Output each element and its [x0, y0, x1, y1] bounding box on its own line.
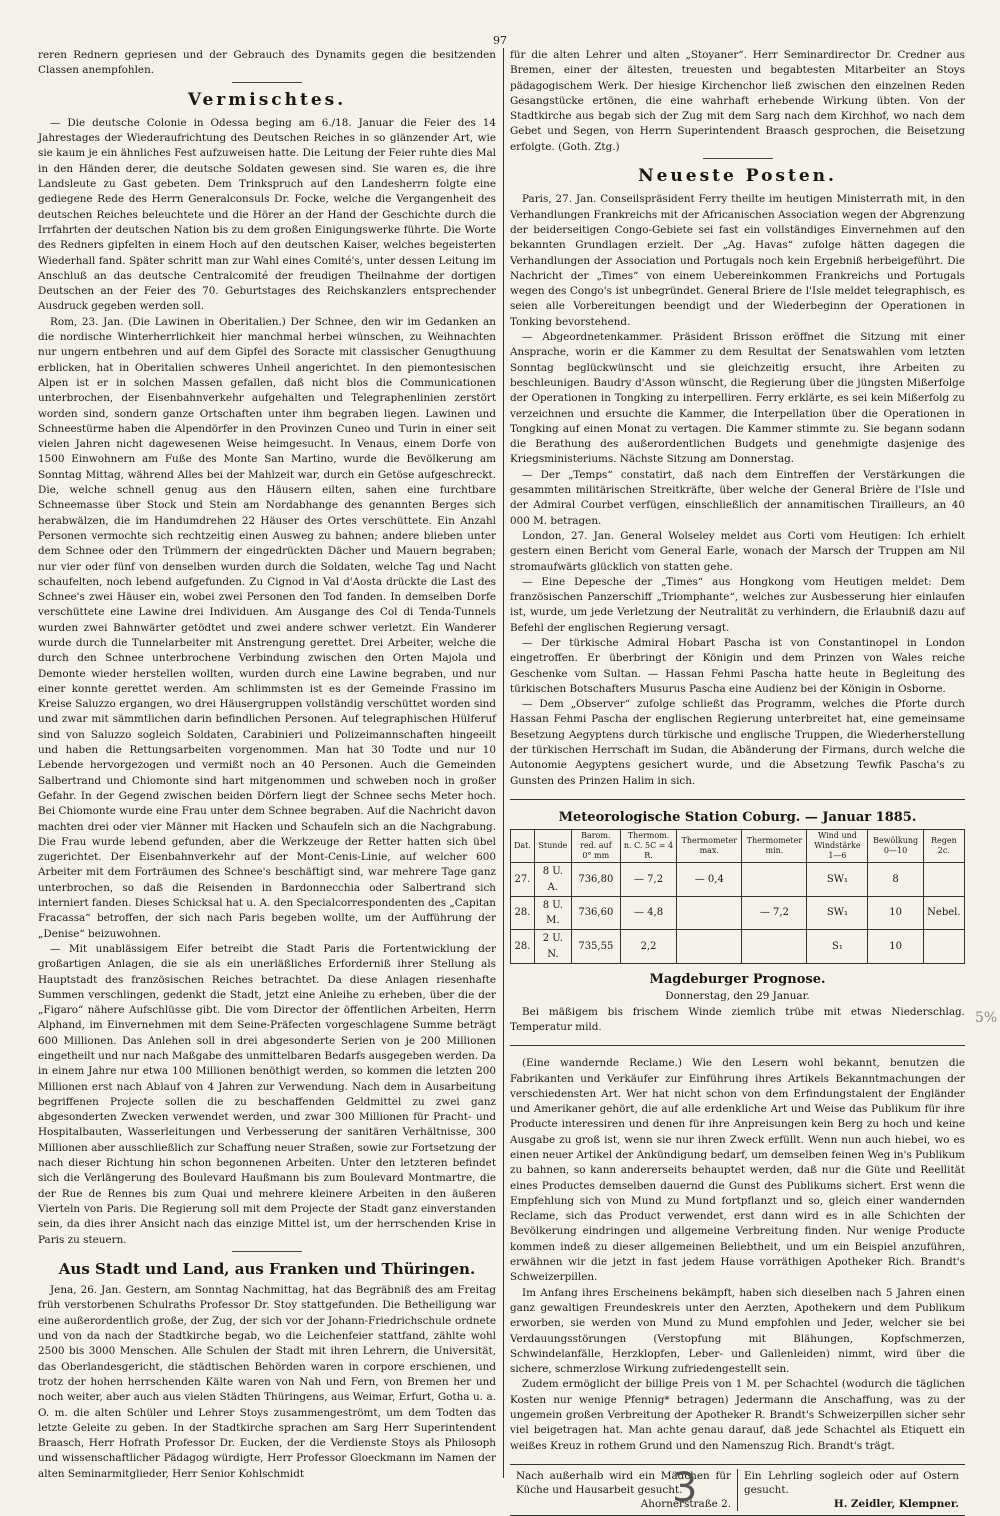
news-temps: — Der „Temps“ constatirt, daß nach dem Eintreffen der Verstärkungen die gesammten militärischen Streitkräfte, über welche der General Brière de l'Isle und der Admiral Courbet verfügen, einschließlich der annamitischen Tirailleurs, an 40 000 M. betragen. [510, 468, 965, 527]
ad-maedchen [510, 1469, 737, 1511]
weather-header: Stunde [534, 830, 571, 863]
weather-header: Dat. [511, 830, 535, 863]
forecast-text: Bei mäßigem bis frischem Winde ziemlich trübe mit etwas Niederschlag. Temperatur mild. [510, 1005, 965, 1033]
reclame-article: (Eine wandernde Reclame.) Wie den Lesern wohl bekannt, benutzen die Fabrikanten und Verkäufer zur Einführung ihres Artikels Bekanntmachungen der verschiedensten Art. Wer hat nicht schon von dem Erfindungstalent der Engländer und Amerikaner gehört, die auf alle erdenkliche Art und Weise das Publikum für ihre Producte interessiren und denen für ihre Anpreisungen kein Berg zu hoch und keine Ausgabe zu groß ist, wenn sie nur ihren Zweck erfüllt. Wenn nun auch hiebei, wo es einen neuer Artikel der Ankündigung bedarf, um demselben feinen Weg in's Publikum zu bahnen, so kann andererseits behauptet werden, daß nur die Güte und Reellität eines Productes demselben dauernd die Gunst des Publikums sichert. Erst wenn die Empfehlung sich von Mund zu Mund fortpflanzt und so, gleich einer wandernden Reclame, sich das Product verwendet, erst dann wird es in alle Schichten der Bevölkerung eindringen und allgemeine Verbreitung finden. Nur wenige Producte kommen indeß zu dieser allgemeinen Beliebtheit, und um ein Beispiel anzuführen, erwähnen wir die jetzt in fast jedem Hause vorräthigen Apotheker Rich. Brandt's Schweizerpillen. [510, 1057, 965, 1284]
section-title-posten: Neueste Posten. [638, 166, 837, 187]
weather-cell: 2 U. N. [534, 930, 571, 964]
weather-cell: 2,2 [620, 930, 676, 964]
article-paris: — Mit unablässigem Eifer betreibt die Stadt Paris die Fortentwicklung der großartigen Anlagen, die sie als ein unerläßliches Erforderniß ihrer Stellung als Hauptstadt des französischen Reiches betrachtet. Da diese Anlagen riesenhafte Summen verschlingen, gedenkt die Stadt, jetzt eine Anleihe zu erheben, über die der „Figaro“ nähere Aufschlüsse gibt. Die vom Director der öffentlichen Arbeiten, Herrn Alphand, im Einvernehmen mit dem Seine-Präfecten vorgeschlagene Summe beträgt 600 Millionen. Das Anlehen soll in drei abgesonderte Serien von je 200 Millionen eingetheilt und nur nach Maßgabe des unmittelbaren Bedarfs ausgegeben werden. Da in einem Jahre nur etwa 100 Millionen benöthigt werden, so kommen die letzten 200 Millionen erst nach Ablauf von 4 Jahren zur Verwendung. Nach dem in Ausarbeitung begriffenen Projecte sollen die zu beschaffenden Geldmittel zu zwei ganz abgesonderten Zwecken verwendet werden, und zwar 300 Millionen für Pracht- und Hospitalbauten, Wasserleitungen und Verbesserung der sanitären Verhältnisse, 300 Millionen aber ausschließlich zur Schaffung neuer Straßen, sowie zur Fortsetzung der nach dieser Richtung hin schon begonnenen Arbeiten. Unter den letzteren befindet sich die Verlängerung des Boulevard Haußmann bis zum Boulevard Montmartre, die der Rue de Rennes bis zum Quai und mehrere kleinere Arbeiten in den äußeren Vierteln von Paris. Die Regierung soll mit dem Projecte der Stadt ganz einverstanden sein, da dies ihrer Ansicht nach das einzige Mittel ist, um der herrschenden Krise in Paris zu steuern. [38, 942, 496, 1246]
divider [703, 158, 773, 159]
news-observer: — Dem „Observer“ zufolge schließt das Programm, welches die Pforte durch Hassan Fehmi Pascha der englischen Regierung unterbreitet hat, eine gemeinsame Besetzung Aegyptens durch türkische und englische Truppen, die Wiederherstellung der türkischen Herrschaft im Sudan, die Abänderung der Firmans, durch welche die Autonomie Aegyptens gesichert wurde, und die Absetzung Tewfik Pascha's zu Gunsten des Prinzen Halim in sich. [510, 698, 965, 787]
weather-cell: 27. [511, 863, 535, 897]
weather-header: Regen 2c. [923, 830, 964, 863]
reclame-article-2: Im Anfang ihres Erscheinens bekämpft, haben sich dieselben nach 5 Jahren einen ganz gewaltigen Freundeskreis unter den Aerzten, Apothekern und dem Publikum erworben, sie werden von Mund zu Mund empfohlen und Jeder, welcher sie bei Verdauungsstörungen (Verstopfung mit Blähungen, Kopfschmerzen, Schwindelanfälle, Herzklopfen, Leber- und Gallenleiden) nimmt, wird über die sichere, schmerzlose Wirkung zufriedengestellt sein. [510, 1286, 965, 1376]
news-paris: Paris, 27. Jan. Conseilspräsident Ferry theilte im heutigen Ministerrath mit, in den Verhandlungen Frankreichs mit der Africanischen Association wegen der Abgrenzung der beiderseitigen Congo-Gebiete sei fast ein vollständiges Einvernehmen auf den bekannten Grundlagen erzielt. Der „Ag. Havas“ zufolge hätten dagegen die Verhandlungen der Association und Portugals noch kein Ergebniß herbeigeführt. Die Nachricht der „Times“ von einem Uebereinkommen Frankreichs und Portugals wegen des Congo's ist unbegründet. General Briere de l'Isle meldet telegraphisch, es seien alle Vorbereitungen beendigt und der Wiederbeginn der Operationen in Tonking bevorstehend. [510, 193, 965, 328]
divider [510, 799, 965, 800]
weather-cell: — 7,2 [620, 863, 676, 897]
weather-cell: 8 U. M. [534, 896, 571, 930]
column-divider [503, 48, 504, 1478]
classified-ads [510, 1464, 965, 1516]
left-column [38, 48, 496, 1482]
weather-header: Bewölkung 0—10 [868, 830, 923, 863]
weather-cell: 28. [511, 896, 535, 930]
weather-cell: 10 [868, 930, 923, 964]
weather-table [510, 829, 965, 964]
margin-mark: 5% [975, 1010, 998, 1026]
ad-text: Nach außerhalb wird ein Mädchen für Küche und Hausarbeit gesucht. [516, 1469, 731, 1496]
section-title-vermischtes: Vermischtes. [187, 89, 347, 110]
weather-cell: — 4,8 [620, 896, 676, 930]
news-hobart: — Der türkische Admiral Hobart Pascha ist von Constantinopel in London eingetroffen. Er überbringt der Königin und dem Prinzen von Wales reiche Geschenke vom Sultan. — Hassan Fehmi Pascha hatte heute in Begleitung des türkischen Botschafters Musurus Pascha eine Audienz bei der Königin in Osborne. [510, 636, 965, 695]
weather-header: Thermometer min. [742, 830, 807, 863]
weather-row [511, 863, 965, 897]
ad-lehrling [737, 1469, 965, 1511]
right-column [510, 48, 965, 1516]
weather-header: Thermometer max. [677, 830, 742, 863]
weather-header: Thermom. n. C. 5C = 4 R. [620, 830, 676, 863]
weather-cell: 735,55 [571, 930, 620, 964]
section-title-stadt-land: Aus Stadt und Land, aus Franken und Thüringen. [58, 1259, 476, 1278]
news-london: London, 27. Jan. General Wolseley meldet aus Corti vom Heutigen: Ich erhielt gestern einen Bericht vom General Earle, wonach der Marsch der Truppen am Nil stromaufwärts glücklich von statten gehe. [510, 529, 965, 573]
ad-text: Ein Lehrling sogleich oder auf Ostern gesucht. [744, 1469, 959, 1496]
weather-cell: 8 U. A. [534, 863, 571, 897]
weather-cell: 28. [511, 930, 535, 964]
news-hongkong: — Eine Depesche der „Times“ aus Hongkong vom Heutigen meldet: Dem französischen Panzerschiff „Triomphante“, welches zur Ausbesserung hier einlaufen ist, wurde, um jede Verletzung der Neutralität zu verhindern, die Erlaubniß dazu auf Befehl der englischen Regierung versagt. [510, 575, 965, 634]
reclame-article-3: Zudem ermöglicht der billige Preis von 1 M. per Schachtel (wodurch die täglichen Kosten nur wenige Pfennig* betragen) Jedermann die Anschaffung, was zu der ungemein großen Verbreitung der Apotheker R. Brandt's Schweizerpillen sicher sehr viel beigetragen hat. Man achte genau darauf, daß jede Schachtel als Etiquett ein weißes Kreuz in rothem Grund und den Namenszug Rich. Brandt's trägt. [510, 1378, 965, 1452]
forecast-title: Magdeburger Prognose. [649, 972, 826, 988]
weather-header: Barom. red. auf 0° mm [571, 830, 620, 863]
divider [510, 1045, 965, 1046]
article-rom: Rom, 23. Jan. (Die Lawinen in Oberitalien.) Der Schnee, den wir im Gedanken an die nordische Winterherrlichkeit hier manchmal herbei wünschen, zu Weihnachten nur ungern entbehren und auf dem Gipfel des Soracte mit classischer Genugthuung erblicken, hat in Oberitalien schweres Unheil angerichtet. In den piemontesischen Alpen ist er in solchen Massen gefallen, daß nicht blos die Communicationen unterbrochen, der Eisenbahnverkehr aufgehalten und Telegraphenlinien zerstört worden sind, sondern ganze Ortschaften unter ihm begraben liegen. Lawinen und Schneestürme haben die Alpendörfer in den Provinzen Cuneo und Turin in einer seit vielen Jahren nicht dagewesenen Weise heimgesucht. In Venaus, einem Dorfe von 1500 Einwohnern am Fuße des Monte San Martino, wurde die Bevölkerung am Sonntag Mittag, während Alles bei der Mahlzeit war, durch ein Getöse aufgeschreckt. Die, welche schnell genug aus den Häusern eilten, sahen eine furchtbare Schneemasse über Stock und Stein am Nordabhange des genannten Berges sich herabwälzen, die im Handumdrehen 22 Häuser des Ortes verschüttete. Ein Anzahl Personen vermochte sich rechtzeitig einen Ausweg zu bahnen; andere blieben unter dem Schnee oder den Trümmern der eingedrückten Dächer und Mauern begraben; nur vier oder fünf von denselben wurden durch die Soldaten, welche Tag und Nacht schaufelten, noch lebend aufgefunden. Zu Cignod in Val d'Aosta drückte die Last des Schnee's zwei Häuser ein, wobei zwei Personen den Tod fanden. In demselben Dorfe verschüttete eine Lawine drei Individuen. Am Ausgange des Col di Tenda-Tunnels wurden zwei Bahnwärter getödtet und zwei andere schwer verletzt. Ein Wanderer wurde durch die Tunnelarbeiter mit Anstrengung gerettet. Drei Arbeiter, welche die durch den Schnee unterbrochene Verbindung zwischen den Orten Majola und Demonte wieder herstellen wollten, wurden durch eine Lawine begraben, und nur einer konnte gerettet werden. Am schlimmsten ist es der Gemeinde Frassino im Kreise Saluzzo ergangen, wo drei Häusergruppen vollständig verschüttet worden sind und zwar mit sämmtlichen darin befindlichen Personen. Auf telegraphischen Hülferuf sind von Saluzzo sogleich Soldaten, Carabinieri und Polizeimannschaften hingeeilt und haben die Rettungsarbeiten vorgenommen. Man hat 30 Todte und nur 10 Lebende hervorgezogen und vermißt noch an 40 Personen. Auch die Gemeinden Salbertrand und Chiomonte sind hart mitgenommen und schweben noch in großer Gefahr. In der Gegend zwischen beiden Dörfern liegt der Schnee sechs Meter hoch. Bei Chiomonte wurde eine Frau unter dem Schnee begraben. Auf die Nachricht davon machten drei oder vier Männer mit Hacken und Schaufeln sich an die Nachgrabung. Die Frau wurde lebend gefunden, aber die Werkzeuge der Retter hatten sich übel zugerichtet. Der Eisenbahnverkehr auf der Mont-Cenis-Linie, auf welcher 600 Arbeiter mit dem Forträumen des Schnee's beschäftigt sind, war mehrere Tage ganz unterbrochen, so daß die Reisenden in Bardonnecchia oder Salbertrand sich interniert fanden. Dieses Schicksal hat u. A. den Specialcorrespondenten des „Capitan Fracassa“ betroffen, der sich nach Paris begeben wollte, um der Aufführung der „Denise“ beizuwohnen. [38, 315, 496, 940]
weather-cell [923, 863, 964, 897]
news-kammer: — Abgeordnetenkammer. Präsident Brisson eröffnet die Sitzung mit einer Ansprache, worin er die Kammer zu dem Resultat der Senatswahlen vom letzten Sonntag beglückwünscht und sie gleichzeitig ersucht, ihre Arbeiten zu beschleunigen. Baudry d'Asson wünscht, die Regierung über die jüngsten Mißerfolge der Operationen in Tongking zu interpelliren. Ferry erklärte, es sei kein Mißerfolg zu verzeichnen und ersuchte die Kammer, die Interpellation über die Operationen in Tongking auf einen Monat zu vertagen. Die Kammer stimmte zu. Sie begann sodann die Berathung des außerordentlichen Budgets und genehmigte dasjenige des Kriegsministeriums. Nächste Sitzung am Donnerstag. [510, 331, 965, 466]
handwritten-mark: 3 [672, 1465, 698, 1511]
divider [232, 82, 302, 83]
ad-signature: H. Zeidler, Klempner. [833, 1497, 959, 1510]
ad-address: Ahornerstraße 2. [640, 1497, 731, 1510]
page-number: 97 [493, 34, 507, 47]
weather-cell: — 7,2 [742, 896, 807, 930]
weather-cell: SW₁ [807, 896, 868, 930]
weather-header-row [511, 830, 965, 863]
weather-cell [677, 896, 742, 930]
weather-cell: 10 [868, 896, 923, 930]
weather-cell: — 0,4 [677, 863, 742, 897]
weather-cell: S₁ [807, 930, 868, 964]
weather-title: Meteorologische Station Coburg. — Januar 1885. [558, 809, 917, 825]
article-jena-cont: für die alten Lehrer und alten „Stoyaner“. Herr Seminardirector Dr. Credner aus Bremen, einer der ältesten, treuesten und begabtesten Mitarbeiter an Stoys pädagogischem Werk. Der hiesige Kirchenchor ließ zwischen den einzelnen Reden Gesangstücke ertönen, die eine wahrhaft erhebende Wirkung übten. Von der Stadtkirche aus begab sich der Zug mit dem Sarg nach dem Kirchhof, wo nach dem Gebet und Segen, von Herrn Superintendent Braasch gesprochen, die Beisetzung erfolgte. (Goth. Ztg.) [510, 49, 965, 153]
weather-cell [742, 863, 807, 897]
intro-text: reren Rednern gepriesen und der Gebrauch des Dynamits gegen die besitzenden Classen anempfohlen. [38, 49, 496, 77]
weather-header: Wind und Windstärke 1—6 [807, 830, 868, 863]
weather-cell: SW₁ [807, 863, 868, 897]
weather-cell [742, 930, 807, 964]
weather-cell [677, 930, 742, 964]
weather-row [511, 930, 965, 964]
weather-cell [923, 930, 964, 964]
article-jena: Jena, 26. Jan. Gestern, am Sonntag Nachmittag, hat das Begräbniß des am Freitag früh verstorbenen Schulraths Professor Dr. Stoy stattgefunden. Die Betheiligung war eine außerordentlich große, der Zug, der sich vor der Johann-Friedrichschule ordnete und von da nach der Stadtkirche begab, wo die Leichenfeier stattfand, zählte wohl 2500 bis 3000 Menschen. Alle Schulen der Stadt mit ihren Lehrern, die Universität, das Oberlandesgericht, die städtischen Behörden waren in corpore erschienen, und trotz der hohen herrschenden Kälte waren von Nah und Fern, von Bremen her und noch weiter, aber auch aus vielen Städten Thüringens, aus Weimar, Erfurt, Gotha u. a. O. m. die alten Schüler und Lehrer Stoys zusammengeströmt, um dem Todten das letzte Geleite zu geben. In der Stadtkirche sprachen am Sarg Herr Superintendent Braasch, Herr Hofrath Professor Dr. Eucken, der die Verdienste Stoys als Philosoph und wissenschaftlicher Pädagog würdigte, Herr Professor Gloeckmann im Namen der alten Seminarmitglieder, Herr Senior Kohlschmidt [38, 1284, 496, 1480]
weather-cell: 736,60 [571, 896, 620, 930]
weather-row [511, 896, 965, 930]
article-odessa: — Die deutsche Colonie in Odessa beging am 6./18. Januar die Feier des 14 Jahrestages der Wiederaufrichtung des Deutschen Reiches in so glänzender Art, wie sie kaum je ein ähnliches Fest aufzuweisen hatte. Die Leitung der Feier ruhte dies Mal in den Händen derer, die deutsche Soldaten gewesen sind. Sie waren es, die ihre Landsleute zu Gast gebeten. Dem Trinkspruch auf den Landesherrn folgte eine gediegene Rede des Herrn Generalconsuls Dr. Focke, welche die Vergangenheit des deutschen Reiches beleuchtete und die Hörer an der Hand der Geschichte durch die Irrfahrten der deutschen Nation bis zu dem großen Einigungswerke führte. Die Worte des Redners gipfelten in einem Hoch auf den deutschen Kaiser, welches begeisterten Wiederhall fand. Später schritt man zur Wahl eines Comité's, unter dessen Leitung im Anschluß an das deutsche Centralcomité der freudigen Theilnahme der dortigen Deutschen an der Feier des 70. Geburtstages des Reichskanzlers entsprechender Ausdruck gegeben werden soll. [38, 116, 496, 313]
weather-cell: 8 [868, 863, 923, 897]
forecast-date: Donnerstag, den 29 Januar. [665, 990, 810, 1003]
weather-cell: 736,80 [571, 863, 620, 897]
weather-cell: Nebel. [923, 896, 964, 930]
divider [232, 1251, 302, 1252]
